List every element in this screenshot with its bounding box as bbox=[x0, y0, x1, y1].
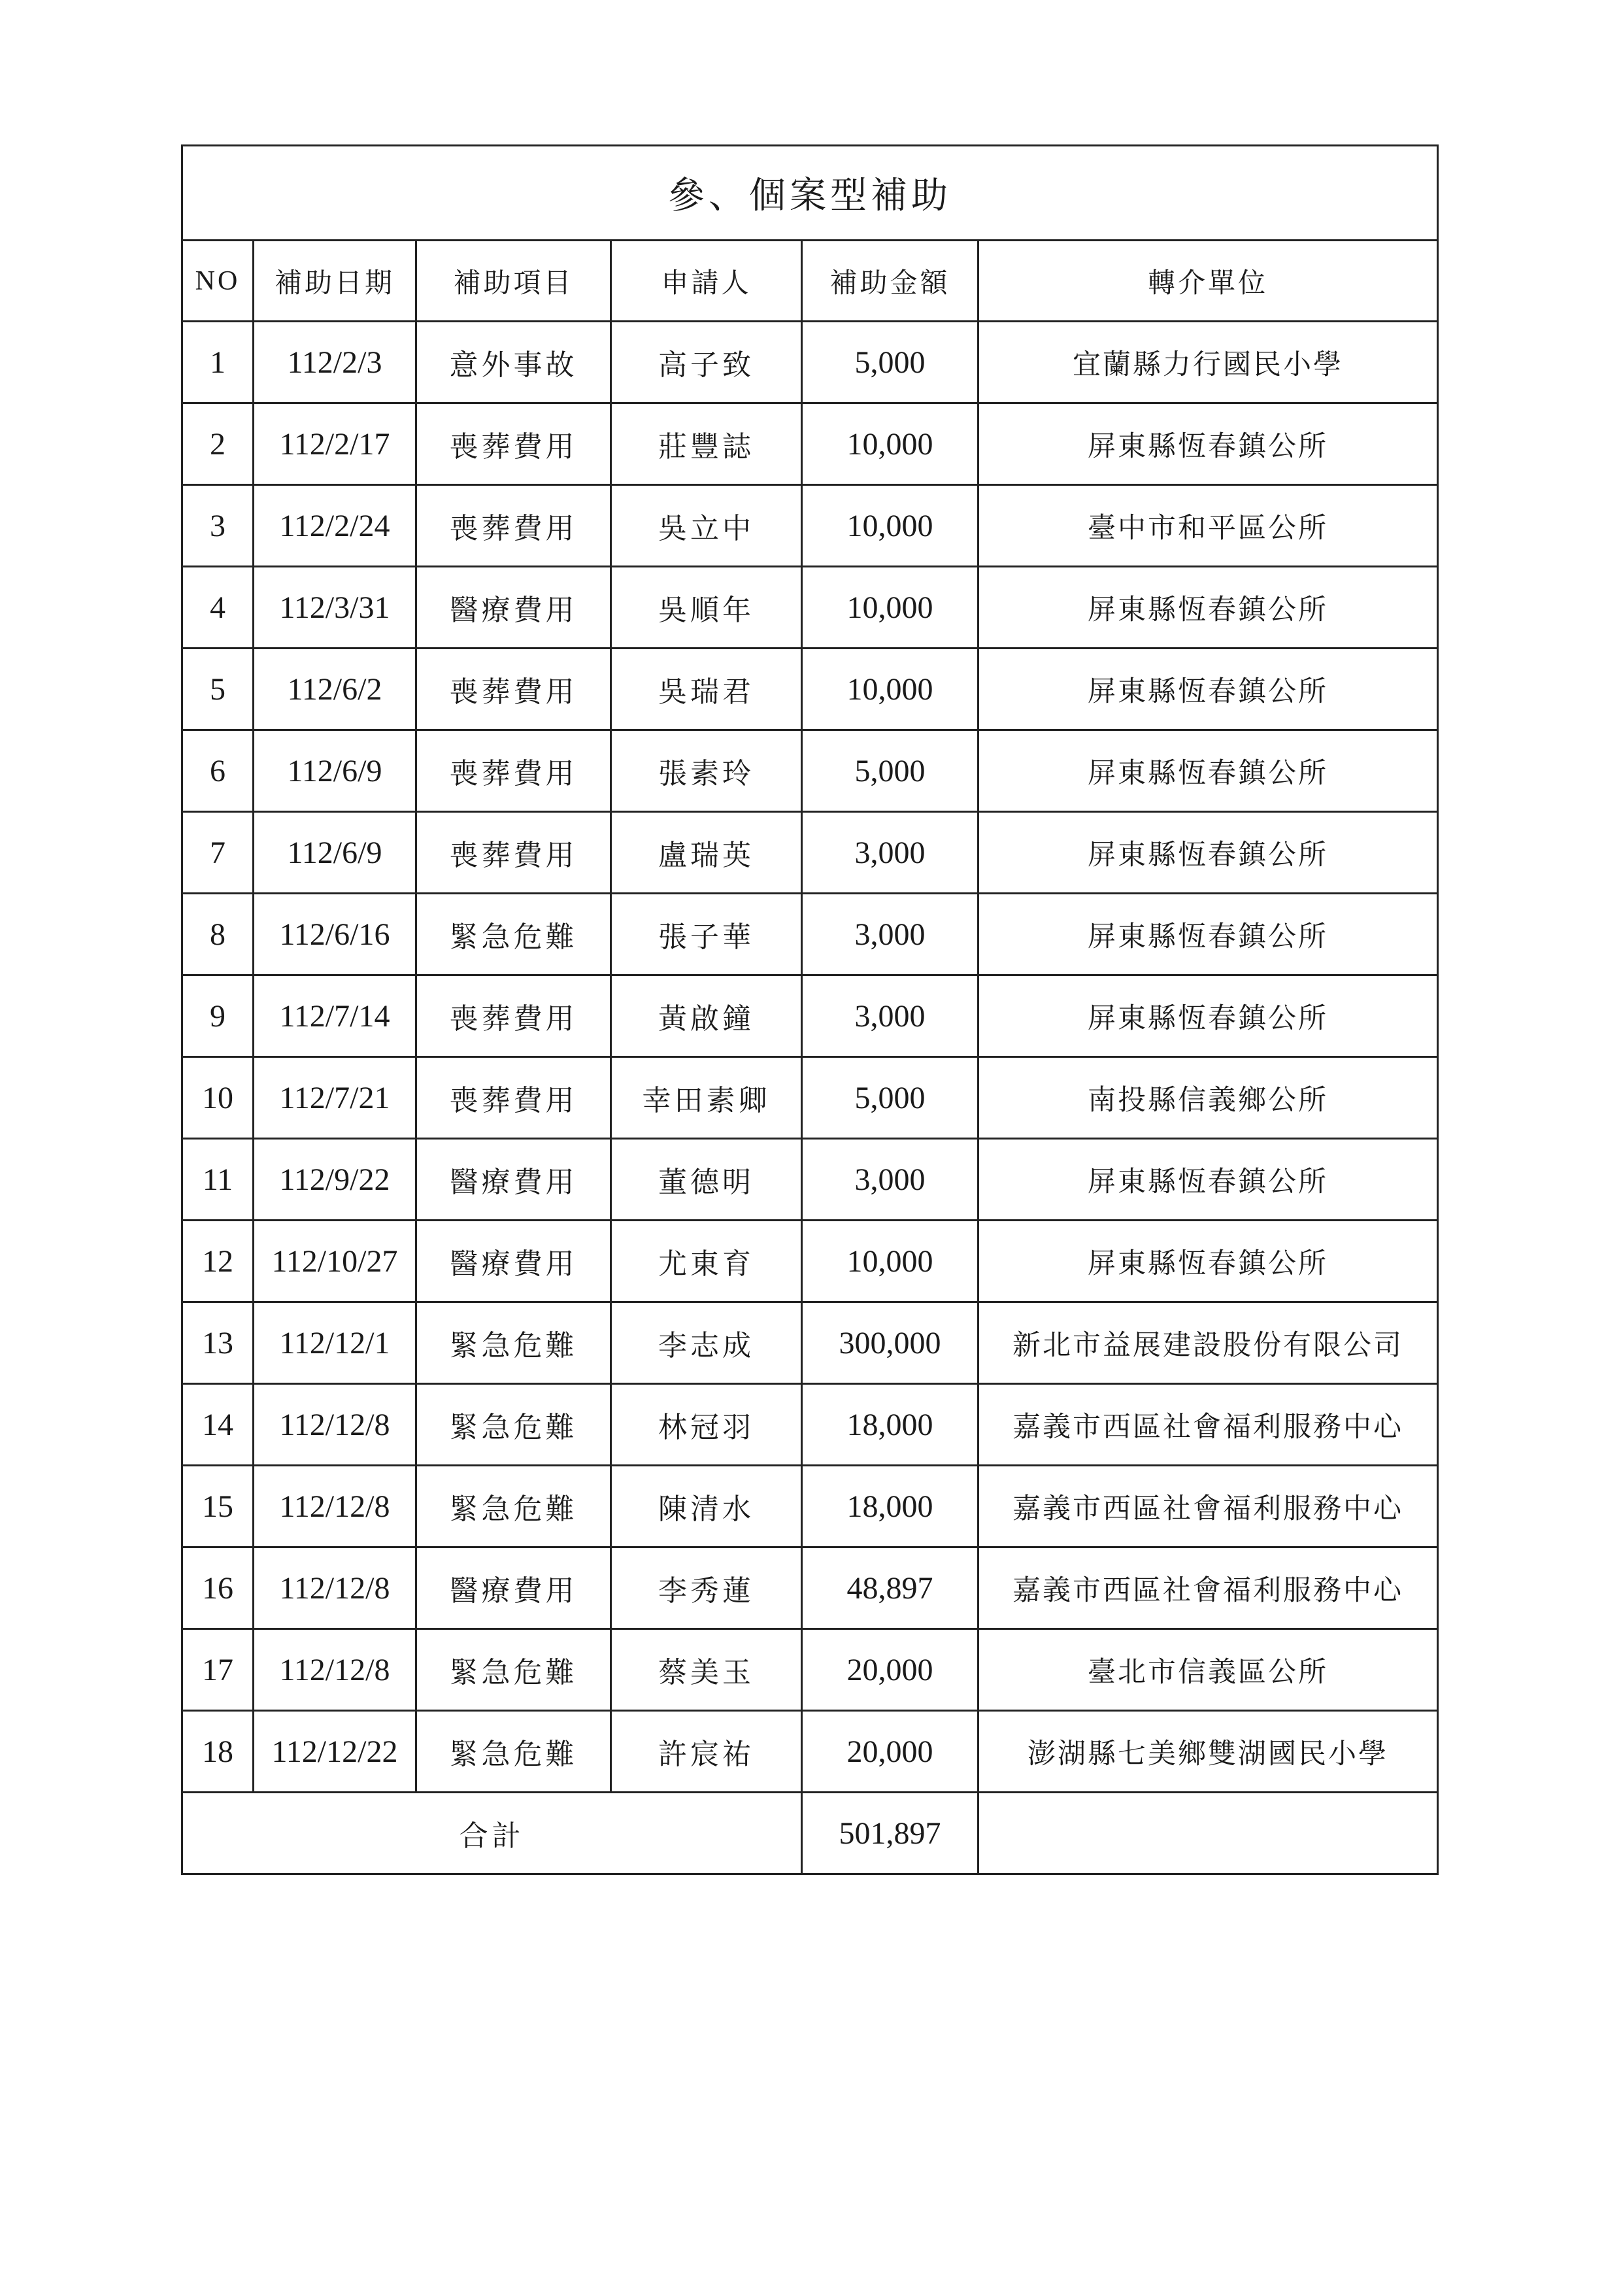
table-row bbox=[182, 1384, 1438, 1466]
cell-referral-unit: 屏東縣恆春鎮公所 bbox=[978, 403, 1438, 485]
cell-applicant: 李志成 bbox=[611, 1302, 802, 1384]
cell-item: 喪葬費用 bbox=[416, 485, 611, 567]
cell-applicant: 莊豐誌 bbox=[611, 403, 802, 485]
cell-applicant: 張素玲 bbox=[611, 730, 802, 812]
cell-applicant: 吳順年 bbox=[611, 567, 802, 649]
cell-amount: 5,000 bbox=[802, 1057, 978, 1139]
cell-date: 112/12/8 bbox=[254, 1466, 416, 1547]
cell-item: 喪葬費用 bbox=[416, 730, 611, 812]
cell-item: 醫療費用 bbox=[416, 1221, 611, 1302]
cell-referral-unit: 南投縣信義鄉公所 bbox=[978, 1057, 1438, 1139]
cell-referral-unit: 宜蘭縣力行國民小學 bbox=[978, 322, 1438, 403]
cell-date: 112/12/8 bbox=[254, 1629, 416, 1711]
cell-amount: 3,000 bbox=[802, 1139, 978, 1221]
cell-amount: 10,000 bbox=[802, 1221, 978, 1302]
cell-applicant: 李秀蓮 bbox=[611, 1547, 802, 1629]
cell-item: 緊急危難 bbox=[416, 1466, 611, 1547]
cell-date: 112/6/2 bbox=[254, 649, 416, 730]
total-label: 合計 bbox=[182, 1793, 802, 1874]
cell-amount: 48,897 bbox=[802, 1547, 978, 1629]
cell-no: 4 bbox=[182, 567, 254, 649]
cell-applicant: 陳清水 bbox=[611, 1466, 802, 1547]
cell-no: 11 bbox=[182, 1139, 254, 1221]
cell-date: 112/6/16 bbox=[254, 894, 416, 975]
cell-applicant: 吳立中 bbox=[611, 485, 802, 567]
cell-amount: 3,000 bbox=[802, 975, 978, 1057]
cell-applicant: 董德明 bbox=[611, 1139, 802, 1221]
cell-applicant: 吳瑞君 bbox=[611, 649, 802, 730]
cell-date: 112/6/9 bbox=[254, 730, 416, 812]
cell-applicant: 蔡美玉 bbox=[611, 1629, 802, 1711]
cell-date: 112/7/21 bbox=[254, 1057, 416, 1139]
cell-item: 緊急危難 bbox=[416, 1302, 611, 1384]
cell-referral-unit: 嘉義市西區社會福利服務中心 bbox=[978, 1466, 1438, 1547]
cell-date: 112/12/8 bbox=[254, 1547, 416, 1629]
table-row bbox=[182, 975, 1438, 1057]
cell-amount: 20,000 bbox=[802, 1629, 978, 1711]
total-amount: 501,897 bbox=[802, 1793, 978, 1874]
cell-amount: 5,000 bbox=[802, 322, 978, 403]
cell-item: 意外事故 bbox=[416, 322, 611, 403]
cell-applicant: 盧瑞英 bbox=[611, 812, 802, 894]
cell-date: 112/12/1 bbox=[254, 1302, 416, 1384]
table-row bbox=[182, 322, 1438, 403]
cell-date: 112/2/3 bbox=[254, 322, 416, 403]
cell-item: 緊急危難 bbox=[416, 894, 611, 975]
header-referral-unit: 轉介單位 bbox=[978, 241, 1438, 322]
table-row bbox=[182, 1547, 1438, 1629]
cell-amount: 10,000 bbox=[802, 403, 978, 485]
cell-referral-unit: 屏東縣恆春鎮公所 bbox=[978, 1221, 1438, 1302]
cell-item: 醫療費用 bbox=[416, 567, 611, 649]
cell-referral-unit: 屏東縣恆春鎮公所 bbox=[978, 975, 1438, 1057]
header-item: 補助項目 bbox=[416, 241, 611, 322]
cell-amount: 18,000 bbox=[802, 1384, 978, 1466]
cell-item: 緊急危難 bbox=[416, 1629, 611, 1711]
cell-referral-unit: 屏東縣恆春鎮公所 bbox=[978, 1139, 1438, 1221]
table-row bbox=[182, 1139, 1438, 1221]
cell-no: 5 bbox=[182, 649, 254, 730]
cell-referral-unit: 屏東縣恆春鎮公所 bbox=[978, 649, 1438, 730]
cell-item: 緊急危難 bbox=[416, 1711, 611, 1793]
cell-item: 喪葬費用 bbox=[416, 812, 611, 894]
cell-date: 112/12/8 bbox=[254, 1384, 416, 1466]
header-no: NO bbox=[182, 241, 254, 322]
cell-no: 16 bbox=[182, 1547, 254, 1629]
cell-no: 17 bbox=[182, 1629, 254, 1711]
cell-no: 1 bbox=[182, 322, 254, 403]
cell-date: 112/7/14 bbox=[254, 975, 416, 1057]
cell-no: 10 bbox=[182, 1057, 254, 1139]
table-row bbox=[182, 1629, 1438, 1711]
cell-amount: 300,000 bbox=[802, 1302, 978, 1384]
cell-applicant: 高子致 bbox=[611, 322, 802, 403]
cell-applicant: 幸田素卿 bbox=[611, 1057, 802, 1139]
cell-referral-unit: 新北市益展建設股份有限公司 bbox=[978, 1302, 1438, 1384]
cell-item: 喪葬費用 bbox=[416, 649, 611, 730]
table-row bbox=[182, 403, 1438, 485]
cell-no: 9 bbox=[182, 975, 254, 1057]
title-row bbox=[182, 146, 1438, 241]
table-row bbox=[182, 1711, 1438, 1793]
cell-applicant: 許宸祐 bbox=[611, 1711, 802, 1793]
cell-item: 喪葬費用 bbox=[416, 975, 611, 1057]
cell-no: 15 bbox=[182, 1466, 254, 1547]
cell-no: 6 bbox=[182, 730, 254, 812]
cell-date: 112/2/17 bbox=[254, 403, 416, 485]
cell-item: 醫療費用 bbox=[416, 1139, 611, 1221]
cell-applicant: 黃啟鐘 bbox=[611, 975, 802, 1057]
cell-applicant: 林冠羽 bbox=[611, 1384, 802, 1466]
cell-referral-unit: 臺中市和平區公所 bbox=[978, 485, 1438, 567]
cell-item: 緊急危難 bbox=[416, 1384, 611, 1466]
cell-no: 18 bbox=[182, 1711, 254, 1793]
cell-amount: 10,000 bbox=[802, 649, 978, 730]
cell-referral-unit: 嘉義市西區社會福利服務中心 bbox=[978, 1384, 1438, 1466]
table-row bbox=[182, 1302, 1438, 1384]
cell-amount: 3,000 bbox=[802, 812, 978, 894]
cell-date: 112/3/31 bbox=[254, 567, 416, 649]
table-row bbox=[182, 1221, 1438, 1302]
cell-no: 2 bbox=[182, 403, 254, 485]
subsidy-table bbox=[181, 144, 1439, 1875]
cell-item: 喪葬費用 bbox=[416, 403, 611, 485]
total-empty-cell bbox=[978, 1793, 1438, 1874]
header-row bbox=[182, 241, 1438, 322]
cell-applicant: 尤東育 bbox=[611, 1221, 802, 1302]
cell-referral-unit: 屏東縣恆春鎮公所 bbox=[978, 567, 1438, 649]
table-row bbox=[182, 485, 1438, 567]
cell-referral-unit: 屏東縣恆春鎮公所 bbox=[978, 812, 1438, 894]
cell-date: 112/9/22 bbox=[254, 1139, 416, 1221]
header-date: 補助日期 bbox=[254, 241, 416, 322]
cell-amount: 20,000 bbox=[802, 1711, 978, 1793]
table-row bbox=[182, 894, 1438, 975]
table-row bbox=[182, 649, 1438, 730]
table-row bbox=[182, 567, 1438, 649]
cell-amount: 5,000 bbox=[802, 730, 978, 812]
cell-amount: 10,000 bbox=[802, 567, 978, 649]
cell-amount: 10,000 bbox=[802, 485, 978, 567]
cell-applicant: 張子華 bbox=[611, 894, 802, 975]
cell-date: 112/10/27 bbox=[254, 1221, 416, 1302]
cell-referral-unit: 澎湖縣七美鄉雙湖國民小學 bbox=[978, 1711, 1438, 1793]
cell-no: 7 bbox=[182, 812, 254, 894]
header-applicant: 申請人 bbox=[611, 241, 802, 322]
table-title: 參、個案型補助 bbox=[182, 146, 1438, 241]
cell-no: 8 bbox=[182, 894, 254, 975]
table-row bbox=[182, 730, 1438, 812]
table-row bbox=[182, 812, 1438, 894]
cell-referral-unit: 屏東縣恆春鎮公所 bbox=[978, 730, 1438, 812]
cell-date: 112/2/24 bbox=[254, 485, 416, 567]
header-amount: 補助金額 bbox=[802, 241, 978, 322]
cell-date: 112/12/22 bbox=[254, 1711, 416, 1793]
table-row bbox=[182, 1466, 1438, 1547]
total-row bbox=[182, 1793, 1438, 1874]
cell-referral-unit: 屏東縣恆春鎮公所 bbox=[978, 894, 1438, 975]
cell-date: 112/6/9 bbox=[254, 812, 416, 894]
cell-no: 14 bbox=[182, 1384, 254, 1466]
cell-referral-unit: 臺北市信義區公所 bbox=[978, 1629, 1438, 1711]
cell-amount: 18,000 bbox=[802, 1466, 978, 1547]
cell-amount: 3,000 bbox=[802, 894, 978, 975]
cell-item: 喪葬費用 bbox=[416, 1057, 611, 1139]
cell-no: 3 bbox=[182, 485, 254, 567]
cell-no: 13 bbox=[182, 1302, 254, 1384]
cell-item: 醫療費用 bbox=[416, 1547, 611, 1629]
cell-referral-unit: 嘉義市西區社會福利服務中心 bbox=[978, 1547, 1438, 1629]
cell-no: 12 bbox=[182, 1221, 254, 1302]
table-row bbox=[182, 1057, 1438, 1139]
